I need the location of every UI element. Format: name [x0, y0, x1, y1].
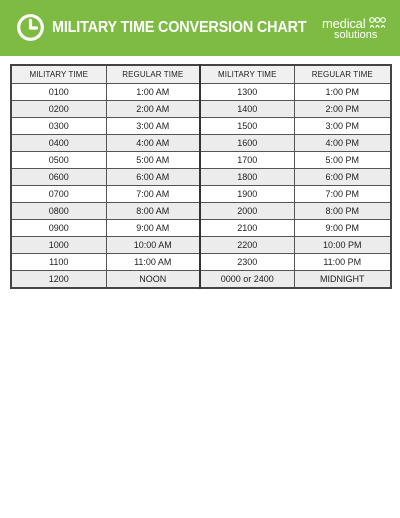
- regular-time-cell: 5:00 PM: [294, 152, 391, 169]
- header-regular-time-pm: REGULAR TIME: [294, 65, 391, 84]
- regular-time-cell: 3:00 PM: [294, 118, 391, 135]
- military-time-cell: 0500: [11, 152, 106, 169]
- military-time-cell: 0700: [11, 186, 106, 203]
- header-military-time-am: MILITARY TIME: [11, 65, 106, 84]
- military-time-cell: 1100: [11, 254, 106, 271]
- military-time-cell: 1400: [200, 101, 294, 118]
- regular-time-cell: 6:00 PM: [294, 169, 391, 186]
- regular-time-cell: 6:00 AM: [106, 169, 200, 186]
- table-row: [11, 152, 391, 169]
- regular-time-cell: 11:00 PM: [294, 254, 391, 271]
- regular-time-cell: 1:00 AM: [106, 84, 200, 101]
- regular-time-cell: 4:00 PM: [294, 135, 391, 152]
- page-title: MILITARY TIME CONVERSION CHART: [52, 19, 307, 36]
- table-row: [11, 254, 391, 271]
- logo-word-medical: medical: [322, 16, 366, 31]
- military-time-cell: 1700: [200, 152, 294, 169]
- regular-time-cell: 7:00 AM: [106, 186, 200, 203]
- table-body: [11, 84, 391, 289]
- company-logo: [322, 15, 386, 45]
- clock-icon: [16, 13, 45, 42]
- military-time-cell: 1900: [200, 186, 294, 203]
- regular-time-cell: 9:00 AM: [106, 220, 200, 237]
- regular-time-cell: NOON: [106, 271, 200, 289]
- header-banner: [0, 0, 400, 56]
- military-time-cell: 0300: [11, 118, 106, 135]
- logo-people-icon: [369, 17, 386, 29]
- regular-time-cell: 10:00 AM: [106, 237, 200, 254]
- regular-time-cell: 1:00 PM: [294, 84, 391, 101]
- regular-time-cell: 7:00 PM: [294, 186, 391, 203]
- table-row: [11, 118, 391, 135]
- regular-time-cell: 8:00 AM: [106, 203, 200, 220]
- military-time-cell: 2100: [200, 220, 294, 237]
- military-time-cell: 1000: [11, 237, 106, 254]
- regular-time-cell: 9:00 PM: [294, 220, 391, 237]
- regular-time-cell: 3:00 AM: [106, 118, 200, 135]
- table-row: [11, 101, 391, 118]
- military-time-cell: 0900: [11, 220, 106, 237]
- table-row: [11, 203, 391, 220]
- military-time-cell: 1800: [200, 169, 294, 186]
- table-row: [11, 169, 391, 186]
- military-time-cell: 0200: [11, 101, 106, 118]
- header-military-time-pm: MILITARY TIME: [200, 65, 294, 84]
- regular-time-cell: MIDNIGHT: [294, 271, 391, 289]
- regular-time-cell: 11:00 AM: [106, 254, 200, 271]
- regular-time-cell: 2:00 PM: [294, 101, 391, 118]
- table-row: [11, 220, 391, 237]
- military-time-cell: 1300: [200, 84, 294, 101]
- regular-time-cell: 4:00 AM: [106, 135, 200, 152]
- logo-word-solutions: solutions: [334, 29, 378, 41]
- regular-time-cell: 2:00 AM: [106, 101, 200, 118]
- regular-time-cell: 10:00 PM: [294, 237, 391, 254]
- regular-time-cell: 8:00 PM: [294, 203, 391, 220]
- regular-time-cell: 5:00 AM: [106, 152, 200, 169]
- military-time-cell: 1200: [11, 271, 106, 289]
- table-row: [11, 271, 391, 289]
- military-time-cell: 0800: [11, 203, 106, 220]
- military-time-cell: 2300: [200, 254, 294, 271]
- header-regular-time-am: REGULAR TIME: [106, 65, 200, 84]
- conversion-table: [10, 64, 392, 289]
- military-time-cell: 2000: [200, 203, 294, 220]
- table-row: [11, 186, 391, 203]
- military-time-cell: 0100: [11, 84, 106, 101]
- table-header-row: [11, 65, 391, 84]
- table-row: [11, 135, 391, 152]
- military-time-cell: 1500: [200, 118, 294, 135]
- military-time-cell: 1600: [200, 135, 294, 152]
- table-row: [11, 237, 391, 254]
- military-time-cell: 0400: [11, 135, 106, 152]
- military-time-cell: 0000 or 2400: [200, 271, 294, 289]
- military-time-cell: 2200: [200, 237, 294, 254]
- military-time-cell: 0600: [11, 169, 106, 186]
- table-row: [11, 84, 391, 101]
